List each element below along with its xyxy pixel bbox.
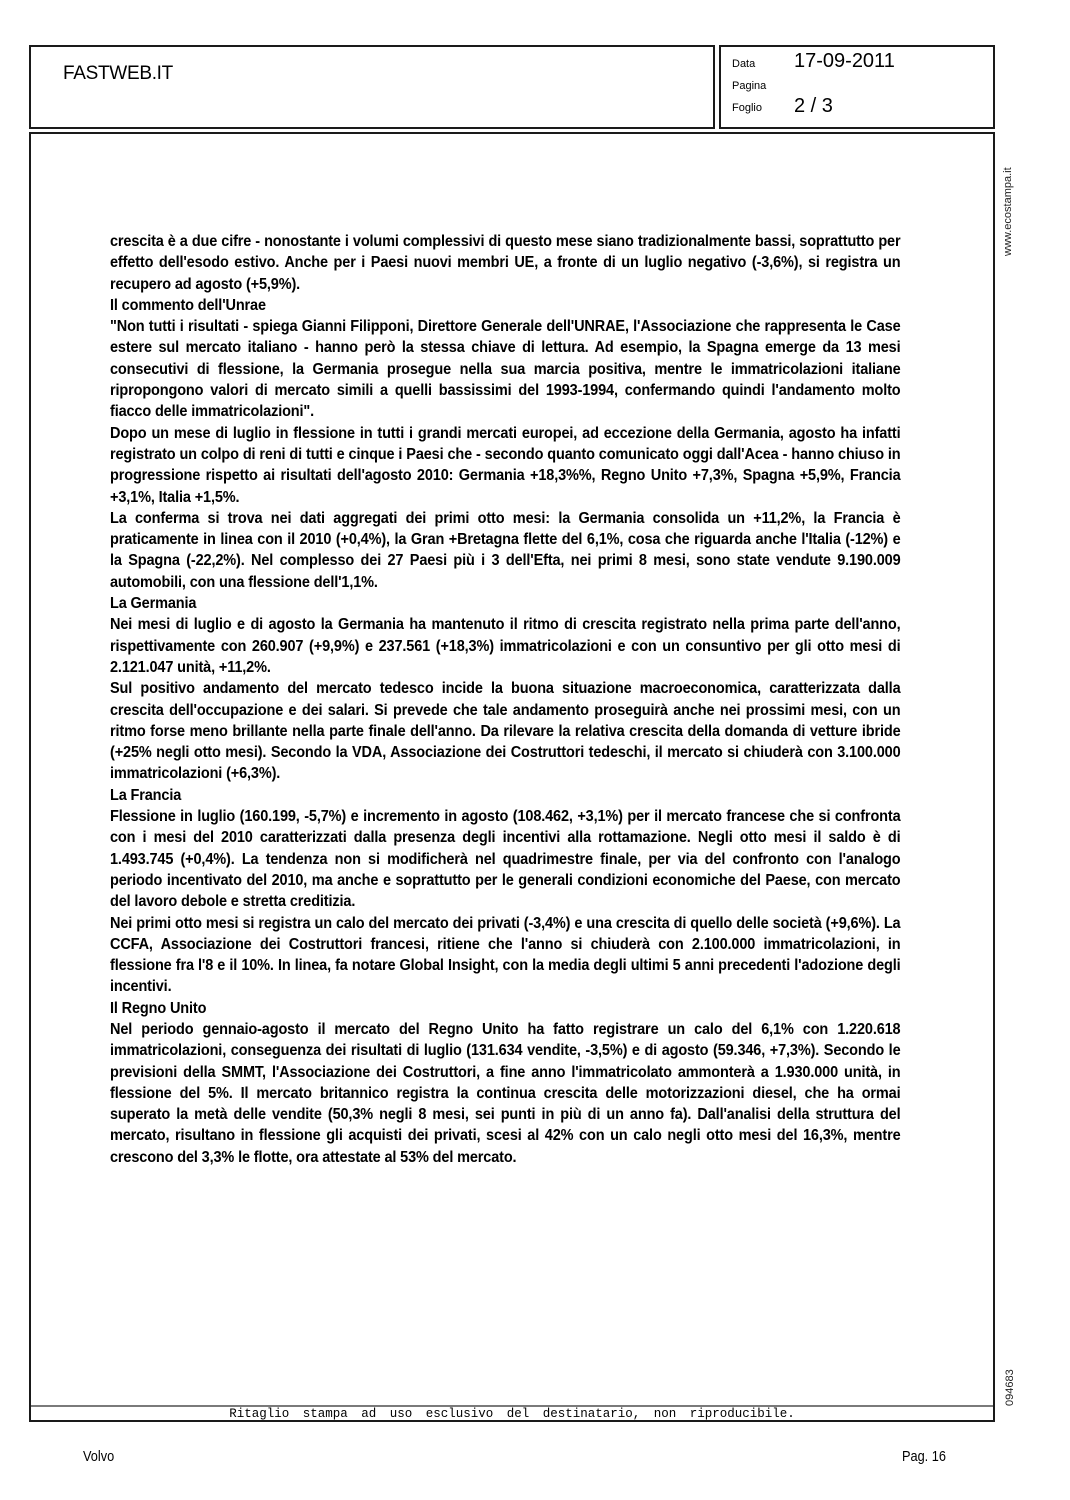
section-heading: Il Regno Unito (110, 999, 207, 1017)
foglio-label: Foglio (732, 102, 762, 114)
header-meta-box (719, 45, 995, 129)
article-paragraph: Sul positivo andamento del mercato tedesco incide la buona situazione macroeconomica, caratterizzata dalla crescita dell'occupazione e dei salari. Si prevede che tale andamento proseguirà anche nei prossimi mesi, con un ritmo forse meno brillante nella parte finale dell'anno. Da rilevare la relativa crescita della domanda di vetture ibride (+25% negli otto mesi). Secondo la VDA, Associazione dei Costruttori tedeschi, il mercato si chiuderà con 3.100.000 immatricolazioni (+6,3%). (110, 680, 901, 783)
article-paragraph: Flessione in luglio (160.199, -5,7%) e incremento in agosto (108.462, +3,1%) per il mercato francese che si confronta con i mesi del 2010 caratterizzati dalla presenza degli incentivi alla rottamazione. Negli otto mesi il saldo è di 1.493.745 (+0,4%). La tendenza non si modificherà nel quadrimestre finale, per via del confronto con l'analogo periodo incentivato del 2010, ma anche e soprattutto per le generali condizioni economiche del Paese, con mercato del lavoro debole e stretta creditizia. (110, 808, 901, 911)
clipping-code-label: 094683 (1004, 1369, 1016, 1406)
data-label: Data (732, 58, 756, 70)
publication-name: FASTWEB.IT (63, 63, 173, 84)
article-paragraph: Nel periodo gennaio-agosto il mercato del Regno Unito ha fatto registrare un calo del 6,1% con 1.220.618 immatricolazioni, conseguenza dei risultati di luglio (131.634 vendite, -3,5%) e di agosto (59.346, +7,3%). Secondo le previsioni della SMMT, l'Associazione dei Costruttori, a fine anno l'immatricolato ammonterà a 1.930.000 unità, in flessione del 5%. Il mercato britannico registra la continua crescita delle motorizzazioni diesel, che ha ormai superato la metà delle vendite (50,3% negli 8 mesi, sei punti in più di un anno fa). Dall'analisi della struttura del mercato, risultano in flessione gli acquisti dei privati, scesi al 42% con un calo negli otto mesi del 16,3%, mentre crescono del 3,3% le flotte, ora attestate al 53% del mercato. (110, 1020, 901, 1166)
footer-page-number: Pag. 16 (902, 1448, 946, 1465)
article-paragraph: crescita è a due cifre - nonostante i volumi complessivi di questo mese siano tradizionalmente bassi, soprattutto per effetto dell'esodo estivo. Anche per i Paesi nuovi membri UE, a fronte di un luglio negativo (-3,6%), si registra un recupero ad agosto (+5,9%). (110, 233, 901, 293)
article-body (110, 231, 901, 1168)
section-heading: Il commento dell'Unrae (110, 296, 266, 314)
pagina-label: Pagina (732, 80, 767, 92)
section-heading: La Germania (110, 595, 197, 613)
article-paragraph: "Non tutti i risultati - spiega Gianni Filipponi, Direttore Generale dell'UNRAE, l'Associazione che rappresenta le Case estere sul mercato italiano - hanno però la stessa chiave di lettura. Ad esempio, la Spagna emerge da 13 mesi consecutivi di flessione, la Germania prosegue nella sua marcia positiva, mentre le immatricolazioni italiane ripropongono valori di mercato simili a quelli bassissimi del 1993-1994, confermando quindi l'andamento molto fiacco delle immatricolazioni". (110, 318, 901, 421)
foglio-value: 2 / 3 (794, 95, 833, 117)
header-publication-box (29, 45, 715, 129)
data-value: 17-09-2011 (794, 50, 895, 72)
article-paragraph: La conferma si trova nei dati aggregati dei primi otto mesi: la Germania consolida un +11,2%, la Francia è praticamente in linea con il 2010 (+0,4%), la Gran +Bretagna flette del 6,1%, cosa che riguarda anche l'Italia (-12%) e la Spagna (-22,2%). Nel complesso dei 27 Paesi più i 3 dell'Efta, nei primi 8 mesi, sono state vendute 9.190.009 automobili, con una flessione dell'1,1%. (110, 509, 901, 591)
footer-client: Volvo (83, 1448, 115, 1465)
article-paragraph: Nei mesi di luglio e di agosto la Germania ha mantenuto il ritmo di crescita registrato nella prima parte dell'anno, rispettivamente con 260.907 (+9,9%) e 237.561 (+18,3%) immatricolazioni e con un consuntivo per gli otto mesi di 2.121.047 unità, +11,2%. (110, 616, 901, 676)
article-paragraph: Dopo un mese di luglio in flessione in tutti i grandi mercati europei, ad eccezione della Germania, agosto ha infatti registrato un colpo di reni di tutti e cinque i Paesi che - secondo quanto comunicato oggi dall'Acea - hanno chiuso in progressione rispetto ai risultati dell'agosto 2010: Germania +18,3%%, Regno Unito +7,3%, Spagna +5,9%, Francia +3,1%, Italia +1,5%. (110, 424, 901, 506)
article-paragraph: Nei primi otto mesi si registra un calo del mercato dei privati (-3,4%) e una crescita di quello delle società (+9,6%). La CCFA, Associazione dei Costruttori francesi, ritiene che l'anno si chiuderà con 2.100.000 immatricolazioni, in flessione fra l'8 e il 10%. In linea, fa notare Global Insight, con la media degli ultimi 5 anni precedenti l'adozione degli incentivi. (110, 914, 901, 996)
disclaimer: Ritaglio stampa ad uso esclusivo del destinatario, non riproducibile. (229, 1407, 795, 1421)
section-heading: La Francia (110, 786, 182, 804)
website-side-label: www.ecostampa.it (1002, 167, 1014, 256)
